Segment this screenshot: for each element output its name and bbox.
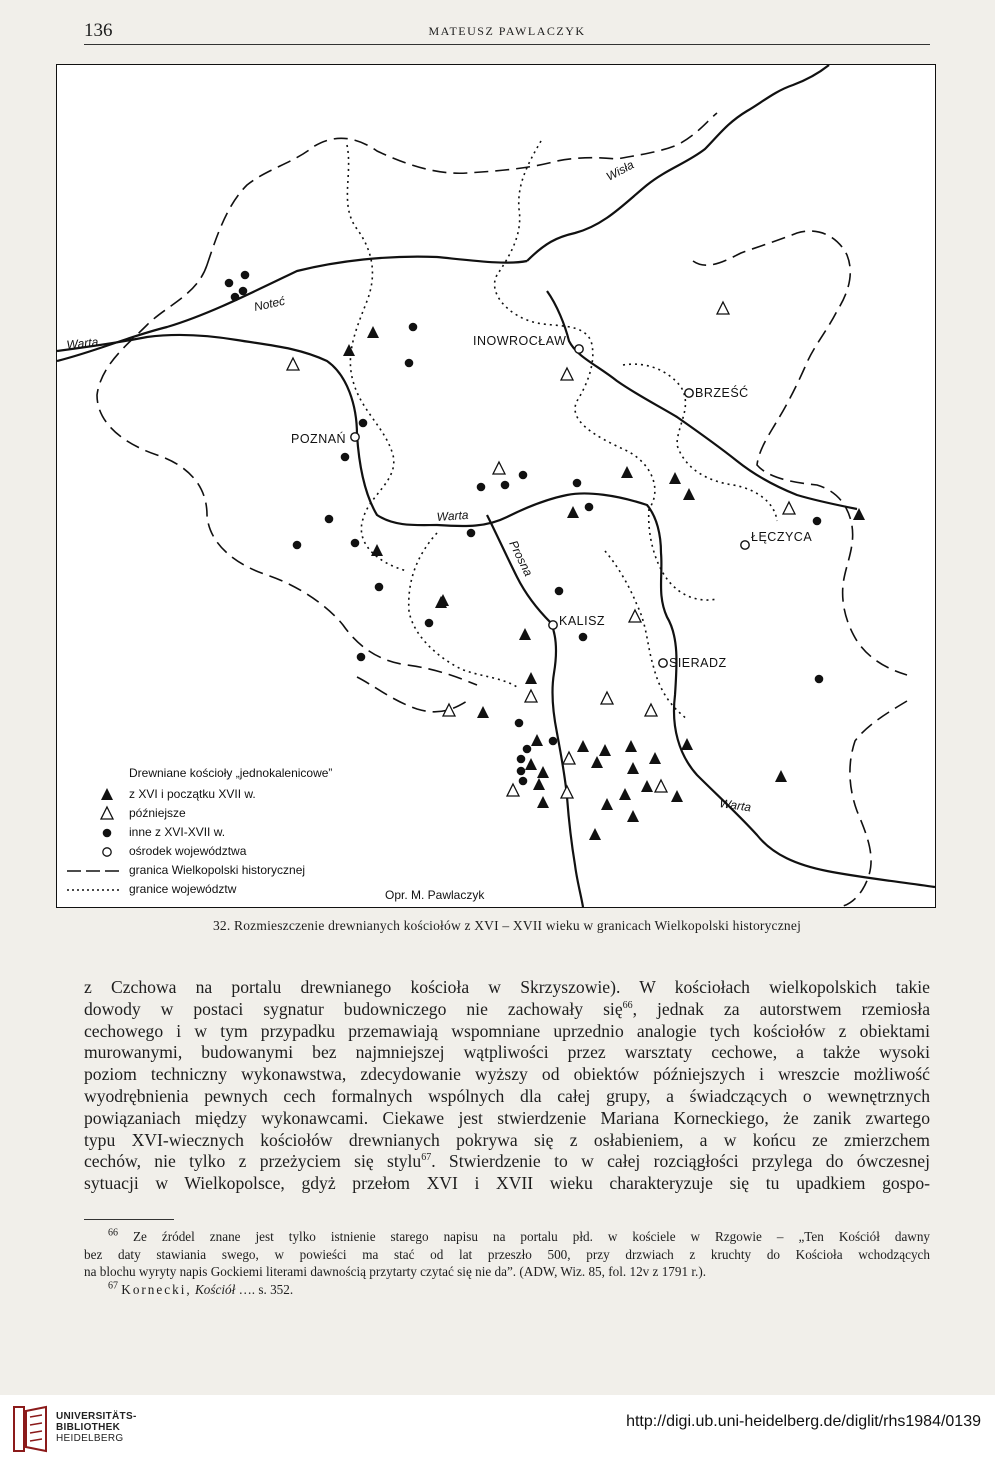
footnote-divider [84,1219,174,1220]
warta-west-river [57,335,935,887]
footnote-66-line: na blochu wyryty napis Gockiemi literami dawnością przytarty czytać się nie da”. (ADW, Wiz. 85, fol. 12v z 1791 r.). [84,1264,707,1279]
legend-item-early: z XVI i początku XVII w. [129,787,256,801]
city-label-leczyca: ŁĘCZYCA [751,530,813,544]
map-legend [67,766,485,902]
voivodeship-centers [351,345,749,667]
church-distribution-map [56,64,936,908]
footnote-66-line: bez daty stawiania swego, w powieści ma stać od lat przeszło 500, przy drzwiach z kruchty do Kościoła wchodzących [84,1246,930,1262]
legend-item-historical-border: granica Wielkopolski historycznej [129,863,306,877]
city-marker-brzesc [685,389,693,397]
text-line: wyodrębnienia pewnych cech formalnych wspólnych dla całej grupy, a świadczących o wewnętrznych [84,1085,930,1106]
river-label-warta-south: Warta [718,796,753,815]
footnote-ref[interactable]: 66 [622,999,633,1011]
legend-title: Drewniane kościoły „jednokalenicowe” [129,766,333,780]
wisla-river [527,65,829,261]
city-marker-kalisz [549,621,557,629]
library-name: UNIVERSITÄTS- BIBLIOTHEK HEIDELBERG [56,1411,137,1444]
rivers [57,65,935,907]
page-url-link[interactable]: http://digi.ub.uni-heidelberg.de/diglit/rhs1984/0139 [626,1413,981,1430]
legend-item-later: późniejsze [129,806,186,820]
text-line: dowody w postaci sygnatur budowniczego nie zachowały się$^{66}$, jednak za autorstwem rzemiosła [84,998,931,1019]
city-marker-sieradz [659,659,667,667]
body-text [84,977,930,1195]
page-number: 136 [84,20,113,41]
footnote-66-line: $^{66}$ Ze źródel znane jest tylko istnienie starego napisu na portalu płd. w kościele w Rzgowie – „Ten Kościół dawny [108,1227,931,1244]
river-label-prosna: Prosna [506,538,536,579]
text-line: typu XVI-wiecznych kościołów drewnianych pokrywa się z osłabieniem, a w końcu ze zmierzchem [84,1129,930,1150]
map-author: Opr. M. Pawlaczyk [385,888,485,902]
city-labels [291,334,812,670]
text-line: poziom techniczny wykonawstwa, zdecydowanie wyższy od obiektów późniejszych i wreszcie możliwość [84,1064,930,1085]
text-line: powiązaniach między wykonawcami. Ciekawe jest stwierdzenie Mariana Korneckiego, że zanik zwartego [84,1107,930,1128]
footnotes [84,1228,930,1298]
text-line: z Czchowa na portalu drewnianego kościoła w Skrzyszowie). W kościołach wielkopolskich takie [84,977,930,997]
river-label-warta-center: Warta [436,507,469,524]
river-label-warta-west: Warta [65,334,99,352]
early-churches [343,326,865,840]
figure-caption: 32. Rozmieszczenie drewnianych kościołów z XVI – XVII wieku w granicach Wielkopolski historycznej [212,918,802,933]
prosna-river [487,515,583,907]
footnote-67: $^{67}$ Kornecki, Kościół …. s. 352. [108,1280,294,1297]
university-library-logo-icon [10,1405,50,1453]
city-label-kalisz: KALISZ [559,614,606,628]
legend-item-center: ośrodek województwa [129,844,247,858]
text-line: murowanymi, budowanymi bez najmniejszej wątpliwości przez warsztaty cechowe, a także wysoki [84,1042,930,1063]
city-label-brzesc: BRZEŚĆ [695,386,749,400]
city-marker-poznan [351,433,359,441]
later-churches [287,302,795,798]
running-head: MATEUSZ PAWLACZYK [428,24,586,38]
legend-item-other: inne z XVI-XVII w. [129,825,226,839]
wisla-west-branch [57,257,527,361]
warta-north-link [547,291,857,509]
library-footer [0,1395,995,1463]
voivodeship-borders [347,141,777,719]
river-label-notec: Noteć [252,293,287,314]
city-label-sieradz: SIERADZ [669,656,727,670]
city-label-inowroclaw: INOWROCŁAW [473,334,567,348]
text-line: cechowego i w tym przypadku przemawiają wspomniane uprzednio analogie tych kościołów z obiektami [84,1020,930,1041]
city-label-poznan: POZNAŃ [291,432,347,446]
page-header [84,20,930,45]
footnote-ref[interactable]: 67 [421,1152,432,1164]
city-marker-inowroclaw [575,345,583,353]
text-line: sytuacji w Wielkopolsce, gdyż przełom XVI i XVII wieku charakteryzuje się tu upadkiem gospo- [84,1173,930,1194]
legend-item-voivodeship-border: granice województw [129,882,237,896]
text-line: cechów, nie tylko z przeżyciem się stylu$^{67}$. Stwierdzenie to w całej rozciągłości przylega do ówczesnej [84,1151,930,1172]
river-label-wisla: Wisła [603,157,637,184]
city-marker-leczyca [741,541,749,549]
